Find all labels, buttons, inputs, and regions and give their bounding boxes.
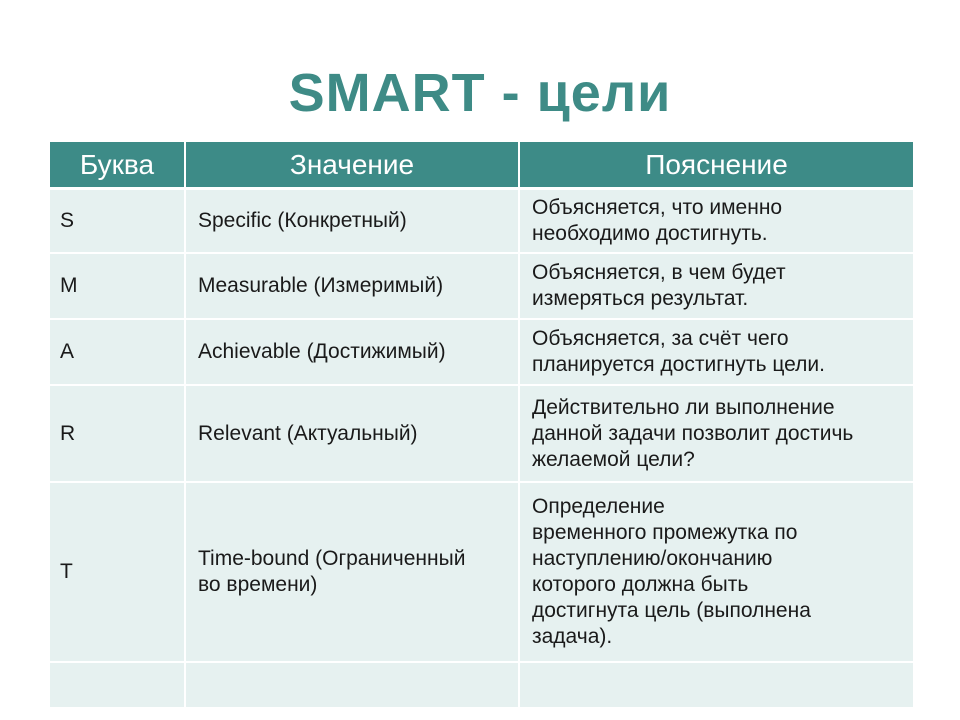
explanation-line: наступлению/окончанию [532,547,773,570]
row-letter: R [50,385,185,482]
explanation-line: Объясняется, за счёт чего [532,327,789,350]
explanation-line: необходимо достигнуть. [532,222,768,245]
slide-title: SMART - цели [288,63,672,123]
row-explanation [519,253,913,319]
row-meaning: Specific (Конкретный) [185,189,519,254]
row-explanation [519,482,913,662]
header-explanation: Пояснение [519,142,913,189]
row-letter: M [50,253,185,319]
explanation-line: планируется достигнуть цели. [532,353,825,376]
row-meaning: Achievable (Достижимый) [185,319,519,385]
row-meaning: Relevant (Актуальный) [185,385,519,482]
row-letter: A [50,319,185,385]
explanation-line: Определение [532,495,665,518]
table-header-row [50,142,913,189]
row-meaning: Measurable (Измеримый) [185,253,519,319]
explanation-line: которого должна быть [532,573,749,596]
explanation-line: Объясняется, в чем будет [532,261,786,284]
table-row [50,189,913,254]
explanation-line: Объясняется, что именно [532,196,783,219]
row-explanation [519,385,913,482]
row-letter: T [50,482,185,662]
row-letter: S [50,189,185,254]
explanation-line: данной задачи позволит достичь [532,421,854,445]
table-row [50,385,913,482]
empty-cell [185,662,519,708]
table-row [50,482,913,662]
meaning-line: во времени) [198,573,318,596]
explanation-line: временного промежутка по [532,521,798,544]
header-letter: Буква [50,142,185,189]
header-meaning: Значение [185,142,519,189]
empty-cell [50,662,185,708]
explanation-line: Действительно ли выполнение [532,395,835,419]
explanation-line: желаемой цели? [532,447,695,471]
table-row-empty [50,662,913,708]
smart-table [50,142,913,709]
table-row [50,253,913,319]
meaning-line: Time-bound (Ограниченный [198,547,466,570]
explanation-line: задача). [532,625,613,648]
explanation-line: достигнута цель (выполнена [532,599,811,622]
row-meaning [185,482,519,662]
table-row [50,319,913,385]
row-explanation [519,189,913,254]
empty-cell [519,662,913,708]
row-explanation [519,319,913,385]
explanation-line: измеряться результат. [532,287,749,310]
